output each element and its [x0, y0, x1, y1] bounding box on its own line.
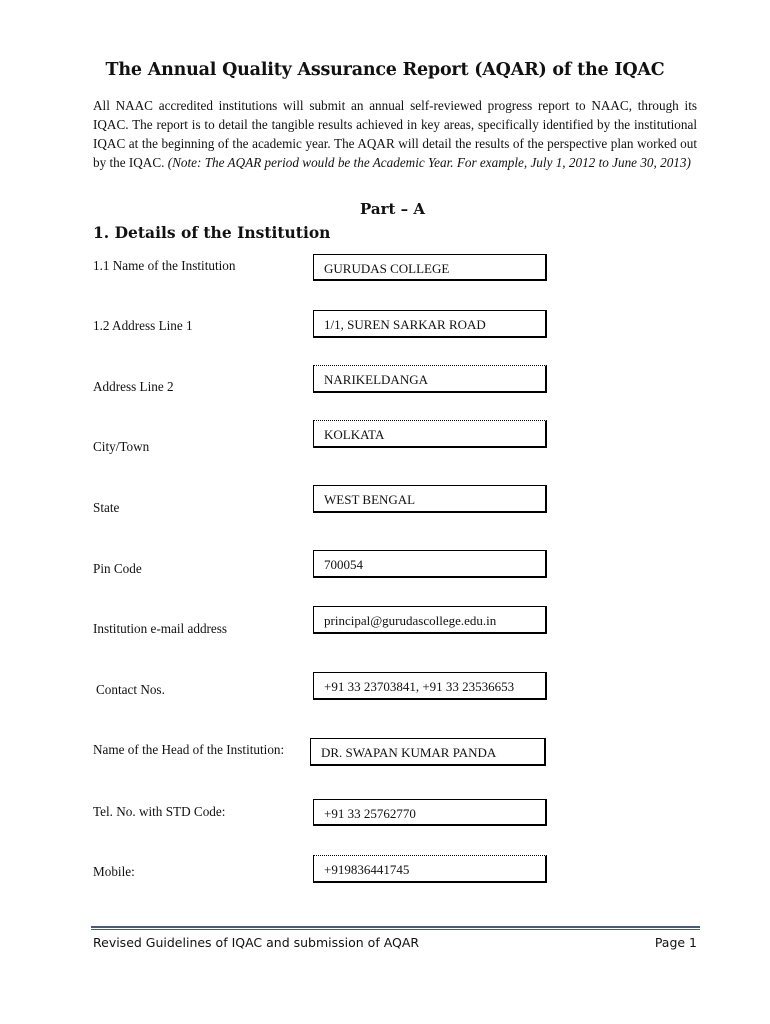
label-pin-code: Pin Code: [93, 561, 142, 576]
section-heading: 1. Details of the Institution: [93, 223, 331, 242]
pin-code-field[interactable]: 700054: [313, 550, 547, 578]
tel-no-field[interactable]: +91 33 25762770: [313, 799, 547, 826]
label-institution-name: 1.1 Name of the Institution: [93, 258, 236, 273]
footer-divider-thin: [91, 929, 700, 930]
email-field[interactable]: principal@gurudascollege.edu.in: [313, 606, 547, 634]
label-state: State: [93, 500, 120, 515]
state-field[interactable]: WEST BENGAL: [313, 485, 547, 513]
intro-text: All NAAC accredited institutions will submit an annual self-reviewed progress report to NAAC, through its IQAC. The report is to detail the tangible results achieved in key areas, specifically identified by the institutional IQAC at the beginning of the academic year. The AQAR will detail the results of the perspective plan worked out by the IQAC.: [93, 98, 697, 170]
label-address-line-1: 1.2 Address Line 1: [93, 318, 193, 333]
intro-note: (Note: The AQAR period would be the Academic Year. For example, July 1, 2012 to June 30, 2013): [167, 155, 691, 170]
address-line-2-field[interactable]: NARIKELDANGA: [313, 365, 547, 393]
address-line-1-field[interactable]: 1/1, SUREN SARKAR ROAD: [313, 310, 547, 338]
footer-divider: [91, 926, 700, 928]
mobile-field[interactable]: +919836441745: [313, 855, 547, 883]
head-of-institution-field[interactable]: DR. SWAPAN KUMAR PANDA: [310, 738, 546, 766]
intro-paragraph: [93, 96, 697, 172]
label-head-of-institution: Name of the Head of the Institution:: [93, 742, 285, 757]
label-contact-nos: Contact Nos.: [96, 682, 165, 697]
label-mobile: Mobile:: [93, 864, 135, 879]
city-field[interactable]: KOLKATA: [313, 420, 547, 448]
label-address-line-2: Address Line 2: [93, 379, 174, 394]
contact-nos-field[interactable]: +91 33 23703841, +91 33 23536653: [313, 672, 547, 700]
label-email: Institution e-mail address: [93, 621, 228, 636]
institution-name-field[interactable]: GURUDAS COLLEGE: [313, 254, 547, 281]
label-tel-no: Tel. No. with STD Code:: [93, 804, 226, 819]
label-city: City/Town: [93, 439, 150, 454]
report-title: The Annual Quality Assurance Report (AQAR) of the IQAC: [105, 60, 665, 80]
page-number: Page 1: [654, 935, 697, 950]
part-heading: Part – A: [359, 200, 425, 218]
footer-title: Revised Guidelines of IQAC and submission of AQAR: [93, 935, 420, 950]
